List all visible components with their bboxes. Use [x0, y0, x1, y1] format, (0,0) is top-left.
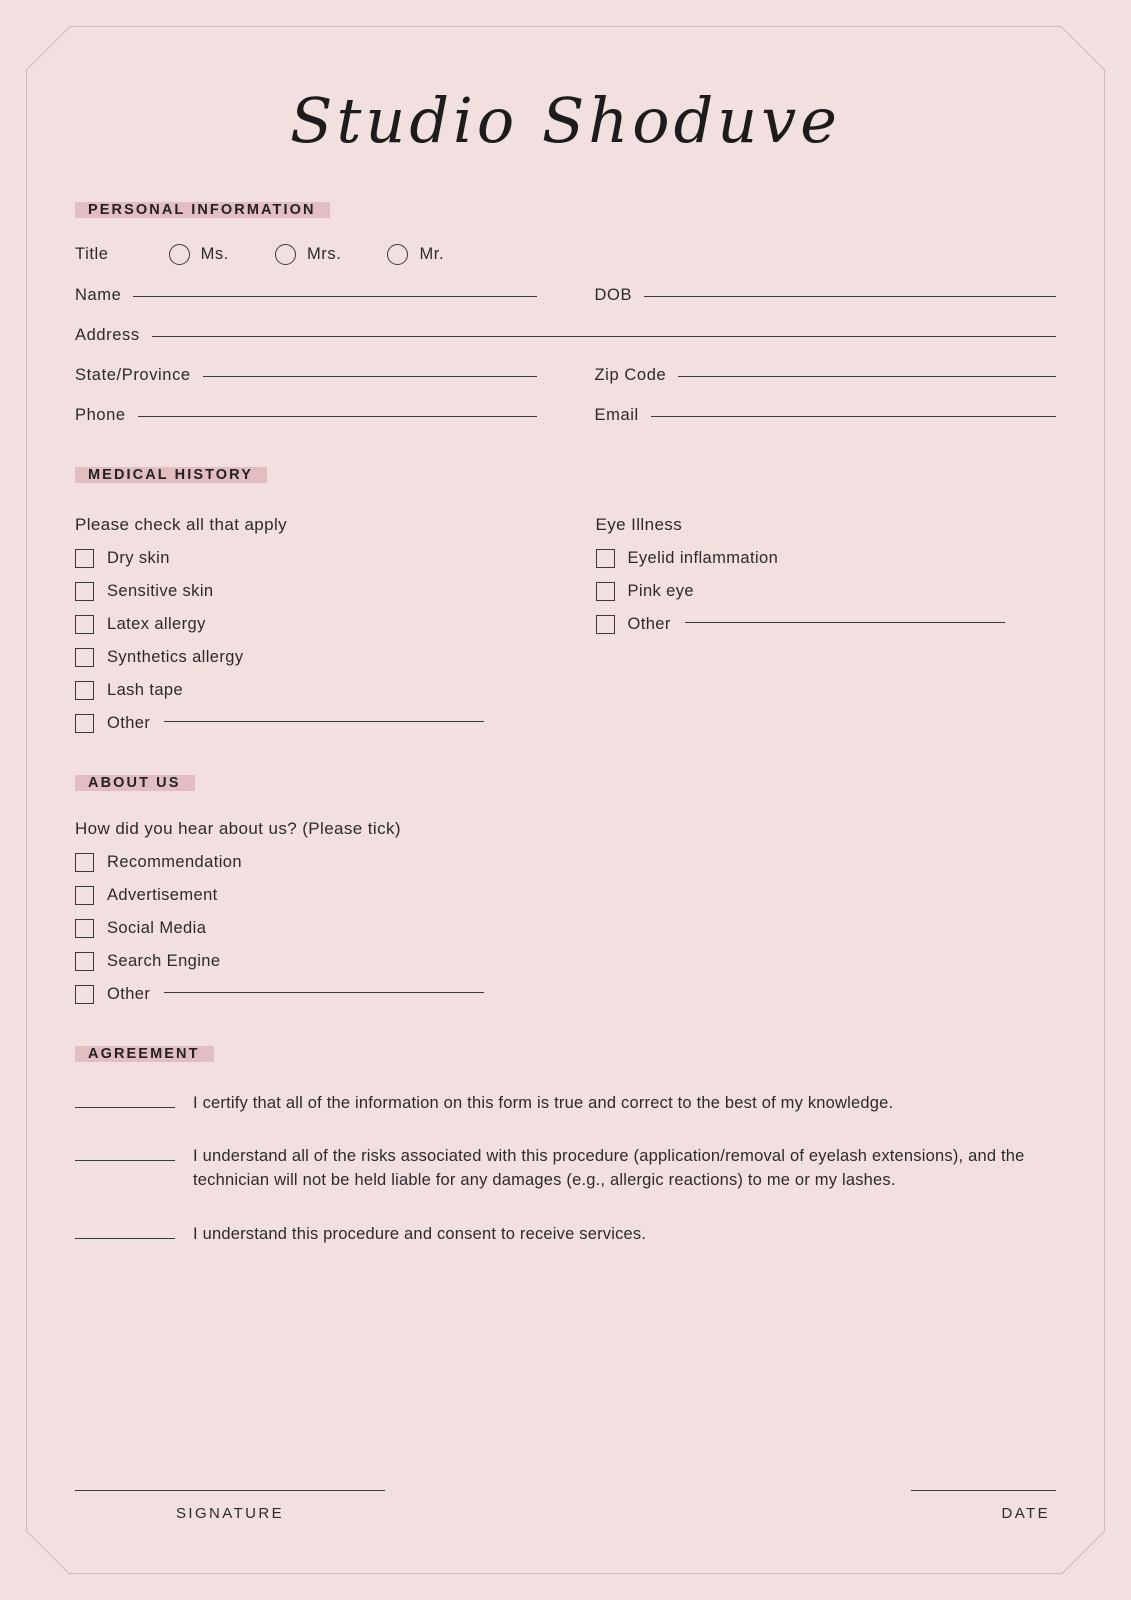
checkbox-icon[interactable] [596, 582, 615, 601]
radio-label-ms: Ms. [200, 244, 229, 263]
field-input-address[interactable] [152, 336, 1056, 337]
title-radio-row [75, 244, 1056, 265]
checkbox-label: Sensitive skin [107, 581, 214, 600]
checkbox-label: Search Engine [107, 951, 221, 970]
corner-ornament-bottom-left [26, 1530, 70, 1574]
checkbox-icon[interactable] [596, 549, 615, 568]
checkbox-label: Other [627, 614, 671, 633]
section-about-us [75, 733, 1056, 791]
checkbox-label: Dry skin [107, 548, 170, 567]
field-label-email: Email [594, 405, 639, 424]
signature-caption: SIGNATURE [176, 1505, 284, 1522]
corner-ornament-bottom-right [1061, 1530, 1105, 1574]
medical-columns [75, 487, 1056, 733]
field-input-name[interactable] [133, 296, 536, 297]
checkbox-item-medical-other[interactable] [75, 714, 536, 733]
checkbox-item-social-media[interactable] [75, 919, 1056, 938]
checkbox-item-eyelid-inflammation[interactable] [596, 549, 1057, 568]
corner-ornament-top-left [26, 26, 70, 70]
field-phone[interactable] [75, 406, 537, 425]
radio-label-mrs: Mrs. [306, 244, 342, 263]
field-address[interactable] [75, 326, 1056, 345]
initials-input-2[interactable] [75, 1160, 175, 1161]
name-dob-row [75, 265, 1056, 305]
medical-left-column [75, 487, 596, 733]
section-tag-medical: MEDICAL HISTORY [75, 467, 267, 483]
section-tag-agreement: AGREEMENT [75, 1046, 214, 1062]
field-input-phone[interactable] [138, 416, 537, 417]
initials-input-1[interactable] [75, 1107, 175, 1108]
medical-right-column [596, 487, 1057, 733]
checkbox-item-pink-eye[interactable] [596, 582, 1057, 601]
checkbox-icon[interactable] [75, 582, 94, 601]
checkbox-item-sensitive-skin[interactable] [75, 582, 536, 601]
checkbox-item-dry-skin[interactable] [75, 549, 536, 568]
field-name[interactable] [75, 286, 537, 305]
form-content [75, 60, 1056, 1247]
field-zip[interactable] [595, 366, 1057, 385]
field-input-state[interactable] [203, 376, 537, 377]
checkbox-label: Other [107, 713, 151, 732]
checkbox-icon[interactable] [75, 615, 94, 634]
agreement-text-2: I understand all of the risks associated with this procedure (application/removal of eyelash extensions), and the technician will not be held liable for any damages (e.g., allergic reactions) to me or my lashes. [193, 1147, 1025, 1190]
field-state[interactable] [75, 366, 537, 385]
checkbox-label: Latex allergy [107, 614, 206, 633]
field-email[interactable] [595, 406, 1057, 425]
agreement-text-1: I certify that all of the information on this form is true and correct to the best of my knowledge. [193, 1093, 894, 1112]
checkbox-icon[interactable] [75, 952, 94, 971]
radio-circle-icon[interactable] [169, 244, 190, 265]
section-tag-about: ABOUT US [75, 775, 195, 791]
checkbox-icon[interactable] [75, 919, 94, 938]
checkbox-item-about-other[interactable] [75, 985, 1056, 1004]
title-label: Title [75, 244, 109, 263]
checkbox-label: Other [107, 984, 151, 1003]
checkbox-icon[interactable] [596, 615, 615, 634]
corner-ornament-top-right [1061, 26, 1105, 70]
agreement-item-3 [75, 1223, 1056, 1247]
eye-illness-prompt: Eye Illness [595, 514, 683, 534]
radio-circle-icon[interactable] [275, 244, 296, 265]
checkbox-label: Eyelid inflammation [627, 548, 779, 567]
checkbox-label: Pink eye [627, 581, 694, 600]
field-label-state: State/Province [75, 365, 191, 384]
state-zip-row [75, 345, 1056, 385]
phone-email-row [75, 385, 1056, 425]
field-dob[interactable] [595, 286, 1057, 305]
checkbox-icon[interactable] [75, 985, 94, 1004]
checkbox-item-advertisement[interactable] [75, 886, 1056, 905]
signature-block [75, 1490, 385, 1522]
section-medical-history [75, 425, 1056, 483]
agreement-text-3: I understand this procedure and consent to receive services. [193, 1225, 647, 1244]
checkbox-icon[interactable] [75, 681, 94, 700]
checkbox-item-lash-tape[interactable] [75, 681, 536, 700]
field-label-zip: Zip Code [594, 365, 667, 384]
radio-option-mr[interactable] [387, 244, 444, 265]
medical-left-prompt: Please check all that apply [75, 514, 288, 534]
checkbox-icon[interactable] [75, 853, 94, 872]
initials-input-3[interactable] [75, 1238, 175, 1239]
radio-label-mr: Mr. [419, 244, 445, 263]
date-caption: DATE [1001, 1505, 1050, 1522]
checkbox-label: Synthetics allergy [107, 647, 244, 666]
date-block [911, 1490, 1056, 1522]
checkbox-icon[interactable] [75, 886, 94, 905]
agreement-item-1 [75, 1092, 1056, 1116]
field-label-name: Name [75, 285, 122, 304]
about-prompt: How did you hear about us? (Please tick) [75, 818, 401, 838]
checkbox-label: Advertisement [107, 885, 218, 904]
section-personal-information [75, 160, 1056, 218]
checkbox-label: Social Media [107, 918, 207, 937]
radio-option-ms[interactable] [169, 244, 229, 265]
date-input[interactable] [911, 1490, 1056, 1491]
checkbox-item-latex-allergy[interactable] [75, 615, 536, 634]
checkbox-icon[interactable] [75, 648, 94, 667]
agreement-item-2 [75, 1145, 1056, 1193]
field-label-dob: DOB [594, 285, 633, 304]
field-label-address: Address [75, 325, 140, 344]
radio-option-mrs[interactable] [275, 244, 341, 265]
field-input-zip[interactable] [678, 376, 1056, 377]
signature-area [75, 1490, 1056, 1522]
checkbox-item-recommendation[interactable] [75, 853, 1056, 872]
signature-input[interactable] [75, 1490, 385, 1491]
field-label-phone: Phone [75, 405, 126, 424]
section-agreement [75, 1004, 1056, 1062]
brand-title: Studio Shoduve [290, 84, 841, 157]
checkbox-item-search-engine[interactable] [75, 952, 1056, 971]
checkbox-icon[interactable] [75, 714, 94, 733]
radio-circle-icon[interactable] [387, 244, 408, 265]
checkbox-label: Recommendation [107, 852, 242, 871]
other-input-medical[interactable] [164, 721, 484, 722]
checkbox-label: Lash tape [107, 680, 184, 699]
field-input-dob[interactable] [644, 296, 1056, 297]
field-input-email[interactable] [651, 416, 1056, 417]
other-input-eye[interactable] [685, 622, 1005, 623]
other-input-about[interactable] [164, 992, 484, 993]
checkbox-item-synthetics-allergy[interactable] [75, 648, 536, 667]
checkbox-item-eye-other[interactable] [596, 615, 1057, 634]
checkbox-icon[interactable] [75, 549, 94, 568]
section-tag-personal: PERSONAL INFORMATION [75, 202, 330, 218]
